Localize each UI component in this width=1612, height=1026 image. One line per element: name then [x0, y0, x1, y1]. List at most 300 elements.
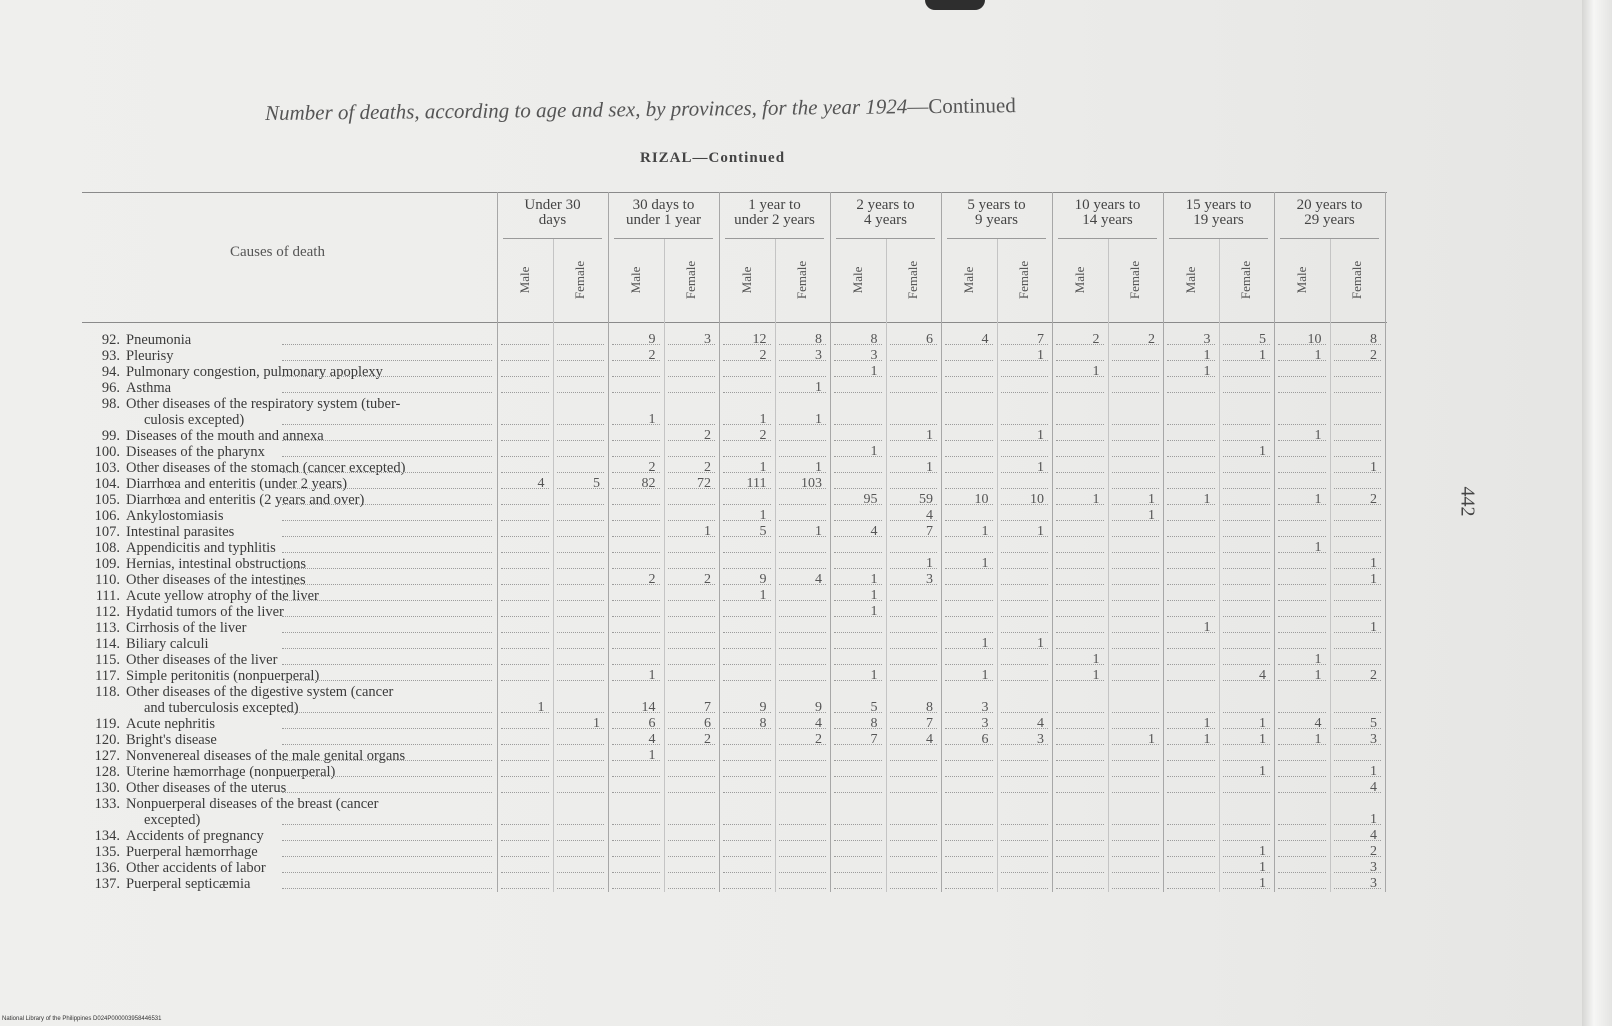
table-cell: 1	[1037, 636, 1044, 651]
cell-dots	[1334, 376, 1382, 377]
cell-dots	[834, 552, 882, 553]
cell-dots	[1223, 440, 1271, 441]
cell-dots	[723, 456, 771, 457]
table-cell: 8	[926, 700, 933, 715]
table-cell: 1	[1370, 572, 1377, 587]
cause-name: Diseases of the mouth and annexa	[126, 428, 324, 444]
cell-dots	[945, 424, 993, 425]
table-cell: 8	[870, 332, 878, 347]
table-cell: 1	[1370, 556, 1377, 571]
table-cell: 4	[870, 524, 878, 539]
cell-dots	[557, 760, 605, 761]
table-cell: 4	[1037, 716, 1044, 731]
group-divider	[719, 192, 720, 892]
cell-dots	[1167, 712, 1215, 713]
province-subtitle: RIZAL—Continued	[640, 150, 786, 166]
cell-dots	[1223, 792, 1271, 793]
table-cell: 12	[752, 332, 767, 347]
age-group-header-line: 19 years	[1193, 212, 1244, 228]
group-divider	[1163, 192, 1164, 892]
cause-number: 98.	[101, 396, 120, 412]
cell-dots	[612, 664, 660, 665]
cell-dots	[501, 424, 549, 425]
cell-dots	[945, 456, 993, 457]
leader-dots	[282, 456, 492, 457]
table-cell: 9	[759, 572, 767, 587]
table-cell: 1	[1259, 876, 1266, 891]
table-cell: 2	[704, 572, 711, 587]
female-column-header: Female	[683, 260, 699, 300]
cause-name: and tuberculosis excepted)	[144, 700, 299, 716]
cell-dots	[779, 824, 827, 825]
age-group-header	[719, 198, 830, 228]
cell-dots	[1001, 888, 1049, 889]
cell-dots	[1223, 840, 1271, 841]
cause-number: 127.	[94, 748, 120, 764]
cell-dots	[1056, 600, 1104, 601]
cause-number: 99.	[101, 428, 120, 444]
cell-dots	[668, 632, 716, 633]
table-cell: 1	[870, 364, 878, 379]
cell-dots	[945, 888, 993, 889]
cell-dots	[1223, 568, 1271, 569]
age-group-header	[1274, 198, 1385, 228]
cell-dots	[1167, 872, 1215, 873]
cell-dots	[612, 536, 660, 537]
table-cell: 1	[648, 412, 656, 427]
cell-dots	[945, 824, 993, 825]
table-cell: 1	[981, 668, 989, 683]
cell-dots	[890, 776, 938, 777]
age-group-header-line: 5 years to	[967, 197, 1026, 213]
cell-dots	[1056, 840, 1104, 841]
table-cell: 1	[1148, 508, 1155, 523]
table-cell: 1	[815, 412, 822, 427]
cell-dots	[723, 872, 771, 873]
cell-dots	[945, 552, 993, 553]
cell-dots	[1112, 392, 1160, 393]
cell-dots	[668, 776, 716, 777]
cell-dots	[1112, 840, 1160, 841]
table-cell: 2	[648, 572, 656, 587]
cell-dots	[945, 632, 993, 633]
cell-dots	[723, 616, 771, 617]
table-cell: 1	[1314, 492, 1322, 507]
table-cell: 7	[870, 732, 878, 747]
table-cell: 8	[1370, 332, 1377, 347]
cell-dots	[557, 776, 605, 777]
cell-dots	[945, 776, 993, 777]
table-cell: 2	[1148, 332, 1155, 347]
cause-row-label	[82, 476, 347, 492]
cell-dots	[834, 792, 882, 793]
sex-divider	[1330, 238, 1331, 892]
table-cell: 1	[1037, 460, 1044, 475]
cell-dots	[1056, 792, 1104, 793]
cell-dots	[1223, 376, 1271, 377]
causes-header: Causes of death	[230, 244, 325, 260]
cell-dots	[1167, 552, 1215, 553]
cell-dots	[723, 840, 771, 841]
cell-dots	[1056, 584, 1104, 585]
cause-name: Nonvenereal diseases of the male genital organs	[126, 748, 406, 764]
table-cell: 4	[815, 716, 822, 731]
cell-dots	[612, 792, 660, 793]
cell-dots	[1112, 824, 1160, 825]
footer-credit: National Library of the Philippines D024P000003958446531	[2, 1016, 162, 1022]
cause-name: Simple peritonitis (nonpuerperal)	[126, 668, 320, 684]
cell-dots	[834, 872, 882, 873]
table-cell: 14	[641, 700, 656, 715]
male-column-header: Male	[849, 266, 865, 294]
cause-row-label	[82, 732, 217, 748]
cell-dots	[1167, 616, 1215, 617]
cell-dots	[723, 776, 771, 777]
table-cell: 10	[1030, 492, 1044, 507]
table-cell: 2	[704, 428, 711, 443]
cell-dots	[779, 632, 827, 633]
cell-dots	[501, 792, 549, 793]
cause-name: culosis excepted)	[144, 412, 245, 428]
cause-name: Pleurisy	[126, 348, 174, 364]
cell-dots	[723, 504, 771, 505]
cause-name: Diseases of the pharynx	[126, 444, 265, 460]
cell-dots	[723, 680, 771, 681]
cell-dots	[779, 872, 827, 873]
table-cell: 1	[815, 460, 822, 475]
table-cell: 3	[981, 716, 989, 731]
table-cell: 1	[1203, 732, 1211, 747]
cell-dots	[779, 520, 827, 521]
cell-dots	[723, 552, 771, 553]
cell-dots	[1223, 504, 1271, 505]
table-cell: 1	[815, 380, 822, 395]
cell-dots	[945, 872, 993, 873]
cell-dots	[1167, 648, 1215, 649]
sex-divider	[997, 238, 998, 892]
table-cell: 82	[641, 476, 656, 491]
leader-dots	[282, 552, 492, 553]
table-cell: 10	[974, 492, 989, 507]
age-group-header-line: 20 years to	[1296, 197, 1363, 213]
table-cell: 1	[1314, 668, 1322, 683]
age-group-header	[1163, 198, 1274, 228]
cell-dots	[779, 792, 827, 793]
cell-dots	[890, 552, 938, 553]
table-cell: 2	[648, 460, 656, 475]
cell-dots	[557, 360, 605, 361]
cell-dots	[1001, 552, 1049, 553]
cell-dots	[1334, 520, 1382, 521]
table-cell: 6	[926, 332, 933, 347]
cell-dots	[723, 760, 771, 761]
cause-row-label	[82, 540, 276, 556]
table-top-rule	[82, 192, 1387, 193]
cell-dots	[1112, 472, 1160, 473]
table-cell: 6	[981, 732, 989, 747]
cell-dots	[945, 376, 993, 377]
cell-dots	[890, 360, 938, 361]
cell-dots	[1334, 616, 1382, 617]
leader-dots	[282, 376, 492, 377]
cell-dots	[612, 392, 660, 393]
cell-dots	[834, 664, 882, 665]
cell-dots	[557, 744, 605, 745]
table-cell: 103	[801, 476, 822, 491]
cell-dots	[557, 584, 605, 585]
cell-dots	[1112, 632, 1160, 633]
cell-dots	[1112, 728, 1160, 729]
leader-dots	[282, 424, 492, 425]
leader-dots	[282, 472, 492, 473]
female-column-header: Female	[1349, 260, 1365, 300]
leader-dots	[282, 728, 492, 729]
cell-dots	[1112, 568, 1160, 569]
leader-dots	[282, 488, 492, 489]
cell-dots	[501, 728, 549, 729]
leader-dots	[282, 664, 492, 665]
female-column-header: Female	[905, 260, 921, 300]
cell-dots	[1334, 552, 1382, 553]
sex-divider	[553, 238, 554, 892]
cell-dots	[945, 664, 993, 665]
cell-dots	[779, 456, 827, 457]
cell-dots	[501, 440, 549, 441]
cause-row-label	[82, 860, 266, 876]
cell-dots	[1223, 600, 1271, 601]
cause-row-label	[82, 412, 244, 428]
cell-dots	[1056, 488, 1104, 489]
cell-dots	[1001, 872, 1049, 873]
cause-number: 108.	[94, 540, 120, 556]
male-column-header: Male	[1182, 266, 1198, 294]
cause-name: Acute nephritis	[126, 716, 215, 732]
cell-dots	[501, 856, 549, 857]
cause-row-label	[82, 588, 319, 604]
cell-dots	[668, 568, 716, 569]
cell-dots	[1167, 424, 1215, 425]
cell-dots	[779, 616, 827, 617]
page-number: 442	[1456, 486, 1479, 517]
female-column-header: Female	[794, 260, 810, 300]
cell-dots	[1223, 616, 1271, 617]
age-group-header-line: 14 years	[1082, 212, 1133, 228]
cell-dots	[1278, 888, 1326, 889]
cell-dots	[1278, 856, 1326, 857]
cell-dots	[612, 600, 660, 601]
sex-divider	[1219, 238, 1220, 892]
leader-dots	[282, 760, 492, 761]
male-column-header: Male	[1293, 266, 1309, 294]
cause-name: Bright's disease	[126, 732, 217, 748]
cause-row-label	[82, 444, 265, 460]
table-cell: 3	[1370, 860, 1377, 875]
cell-dots	[1223, 488, 1271, 489]
cause-name: Pneumonia	[126, 332, 192, 348]
cell-dots	[668, 520, 716, 521]
cause-number: 94.	[101, 364, 120, 380]
table-cell: 1	[1259, 716, 1266, 731]
age-group-header-line: 30 days to	[632, 197, 695, 213]
table-cell: 4	[648, 732, 656, 747]
cell-dots	[501, 744, 549, 745]
cell-dots	[1001, 824, 1049, 825]
cause-row-label	[82, 748, 405, 764]
cell-dots	[1223, 712, 1271, 713]
cell-dots	[890, 824, 938, 825]
cell-dots	[779, 600, 827, 601]
table-cell: 2	[704, 732, 711, 747]
cell-dots	[1334, 760, 1382, 761]
cell-dots	[668, 360, 716, 361]
cell-dots	[501, 504, 549, 505]
cell-dots	[890, 488, 938, 489]
table-cell: 1	[1259, 764, 1266, 779]
cause-number: 110.	[95, 572, 120, 588]
cell-dots	[779, 776, 827, 777]
cell-dots	[612, 888, 660, 889]
cell-dots	[501, 376, 549, 377]
cell-dots	[779, 552, 827, 553]
cause-number: 128.	[94, 764, 120, 780]
cell-dots	[557, 856, 605, 857]
cell-dots	[1334, 392, 1382, 393]
cell-dots	[501, 392, 549, 393]
cell-dots	[1056, 440, 1104, 441]
cell-dots	[1056, 776, 1104, 777]
cell-dots	[557, 456, 605, 457]
leader-dots	[282, 632, 492, 633]
cell-dots	[1167, 472, 1215, 473]
cause-row-label	[82, 428, 324, 444]
leader-dots	[282, 344, 492, 345]
cell-dots	[1334, 440, 1382, 441]
cause-row-label	[82, 636, 209, 652]
table-cell: 3	[981, 700, 989, 715]
cause-row-label	[82, 780, 286, 796]
cause-name: Cirrhosis of the liver	[126, 620, 247, 636]
cell-dots	[890, 392, 938, 393]
cell-dots	[501, 472, 549, 473]
cause-row-label	[82, 684, 393, 700]
cause-number: 136.	[94, 860, 120, 876]
table-cell: 2	[815, 732, 822, 747]
cell-dots	[1334, 424, 1382, 425]
leader-dots	[282, 888, 492, 889]
cell-dots	[1001, 632, 1049, 633]
cell-dots	[890, 632, 938, 633]
table-cell: 1	[1092, 492, 1100, 507]
cell-dots	[890, 600, 938, 601]
cell-dots	[1278, 472, 1326, 473]
cell-dots	[1167, 840, 1215, 841]
page-edge	[1582, 0, 1612, 1026]
cell-dots	[1278, 456, 1326, 457]
cell-dots	[1056, 456, 1104, 457]
table-cell: 1	[1259, 444, 1266, 459]
table-cell: 1	[870, 444, 878, 459]
table-cell: 7	[926, 524, 933, 539]
cause-number: 96.	[101, 380, 120, 396]
cause-name: Uterine hæmorrhage (nonpuerperal)	[126, 764, 336, 780]
cell-dots	[668, 552, 716, 553]
cause-row-label	[82, 652, 277, 668]
cause-row-label	[82, 876, 250, 892]
cell-dots	[1278, 600, 1326, 601]
age-group-underline	[836, 238, 935, 239]
cause-name: Other accidents of labor	[126, 860, 266, 876]
cause-row-label	[82, 796, 378, 812]
table-cell: 2	[759, 348, 767, 363]
cell-dots	[1278, 536, 1326, 537]
table-cell: 111	[746, 476, 767, 491]
cell-dots	[1056, 872, 1104, 873]
table-cell: 1	[1259, 348, 1266, 363]
cell-dots	[1334, 456, 1382, 457]
male-column-header: Male	[1071, 266, 1087, 294]
cause-name: Acute yellow atrophy of the liver	[126, 588, 319, 604]
table-cell: 2	[704, 460, 711, 475]
cell-dots	[557, 504, 605, 505]
table-cell: 1	[1259, 860, 1266, 875]
table-cell: 1	[1370, 620, 1377, 635]
female-column-header: Female	[1016, 260, 1032, 300]
cause-name: Puerperal septicæmia	[126, 876, 251, 892]
age-group-header-line: 10 years to	[1074, 197, 1141, 213]
cell-dots	[1001, 856, 1049, 857]
leader-dots	[282, 744, 492, 745]
table-cell: 1	[704, 524, 711, 539]
cell-dots	[1278, 424, 1326, 425]
age-group-underline	[1280, 238, 1379, 239]
cell-dots	[557, 712, 605, 713]
cell-dots	[501, 600, 549, 601]
cause-name: Appendicitis and typhlitis	[126, 540, 276, 556]
age-group-header	[497, 198, 608, 228]
age-group-header-line: 1 year to	[748, 197, 801, 213]
cause-number: 106.	[94, 508, 120, 524]
table-cell: 1	[1037, 428, 1044, 443]
cell-dots	[557, 536, 605, 537]
cell-dots	[890, 888, 938, 889]
male-column-header: Male	[627, 266, 643, 294]
cause-number: 118.	[95, 684, 120, 700]
cell-dots	[668, 680, 716, 681]
table-cell: 3	[1370, 876, 1377, 891]
cell-dots	[1223, 536, 1271, 537]
leader-dots	[282, 648, 492, 649]
cell-dots	[723, 792, 771, 793]
cause-number: 111.	[95, 588, 120, 604]
title-suffix: —Continued	[907, 93, 1016, 119]
cell-dots	[501, 520, 549, 521]
cell-dots	[557, 376, 605, 377]
cell-dots	[945, 360, 993, 361]
cell-dots	[612, 376, 660, 377]
cell-dots	[1001, 760, 1049, 761]
cell-dots	[1334, 712, 1382, 713]
cell-dots	[779, 648, 827, 649]
cause-number: 130.	[94, 780, 120, 796]
cell-dots	[668, 424, 716, 425]
cell-dots	[1112, 584, 1160, 585]
cause-name: Hydatid tumors of the liver	[126, 604, 284, 620]
cell-dots	[1001, 792, 1049, 793]
cause-number: 104.	[94, 476, 120, 492]
cell-dots	[1167, 536, 1215, 537]
cell-dots	[557, 552, 605, 553]
title-main: Number of deaths, according to age and sex, by provinces, for the year 1924	[264, 94, 908, 126]
